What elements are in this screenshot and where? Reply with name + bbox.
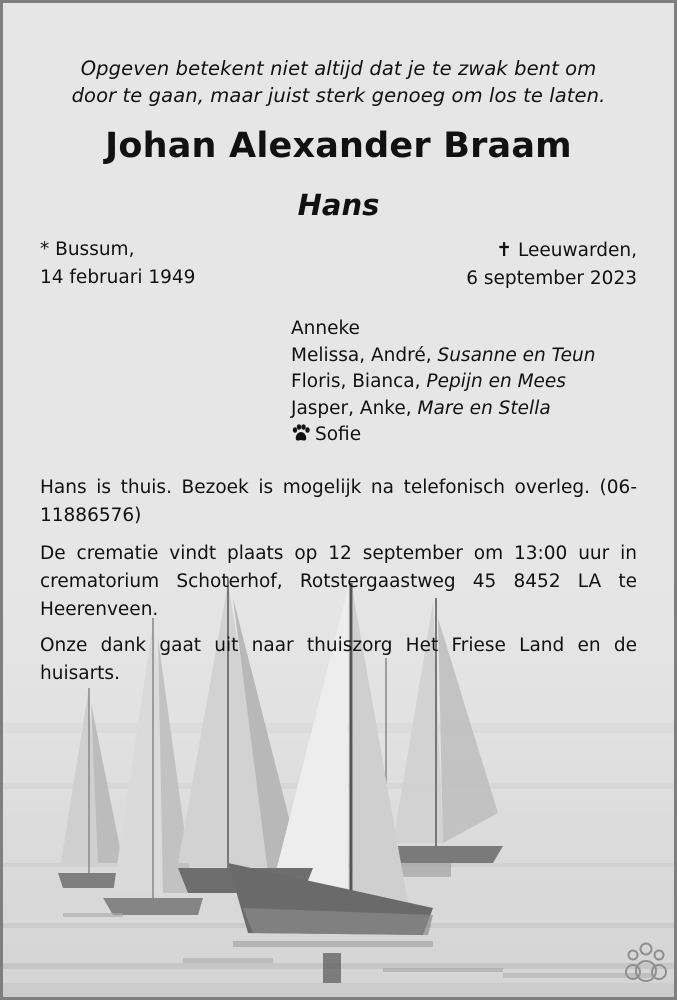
- deceased-full-name: Johan Alexander Braam: [105, 126, 572, 166]
- deceased-nickname: Hans: [297, 188, 380, 222]
- family-line: Anneke: [291, 318, 360, 339]
- thanks-paragraph: Onze dank gaat uit naar thuiszorg Het Friese Land en de huisarts.: [40, 635, 637, 684]
- death-place: Leeuwarden,: [518, 240, 637, 261]
- death-date: 6 september 2023: [466, 268, 637, 289]
- visit-paragraph: Hans is thuis. Bezoek is mogelijk na telefonisch overleg. (06-11886576): [40, 477, 637, 526]
- death-info: [466, 236, 637, 293]
- birth-symbol: *: [40, 239, 50, 260]
- birth-info: [40, 236, 195, 292]
- family-line: Sofie: [291, 422, 595, 449]
- obituary-card: [3, 3, 674, 997]
- memorial-quote: [3, 55, 674, 109]
- quote-line: door te gaan, maar juist sterk genoeg om los te laten.: [71, 84, 606, 107]
- birth-place: Bussum,: [55, 239, 135, 260]
- family-line: Melissa, André, Susanne en Teun: [291, 344, 596, 366]
- cross-icon: ✝: [496, 239, 513, 261]
- birth-date: 14 februari 1949: [40, 267, 196, 288]
- circles-logo-icon: [623, 941, 669, 983]
- family-line: Floris, Bianca, Pepijn en Mees: [291, 371, 566, 392]
- sailboats-painting: [3, 563, 674, 997]
- cremation-paragraph: De crematie vindt plaats op 12 september om 13:00 uur in crematorium Schoterhof, Rotstergaastweg 45 8452 LA te Heerenveen.: [40, 543, 637, 620]
- paw-icon: [291, 424, 311, 442]
- family-list: [291, 316, 595, 449]
- quote-line: Opgeven betekent niet altijd dat je te zwak bent om: [80, 57, 597, 80]
- family-line: Jasper, Anke, Mare en Stella: [291, 397, 551, 419]
